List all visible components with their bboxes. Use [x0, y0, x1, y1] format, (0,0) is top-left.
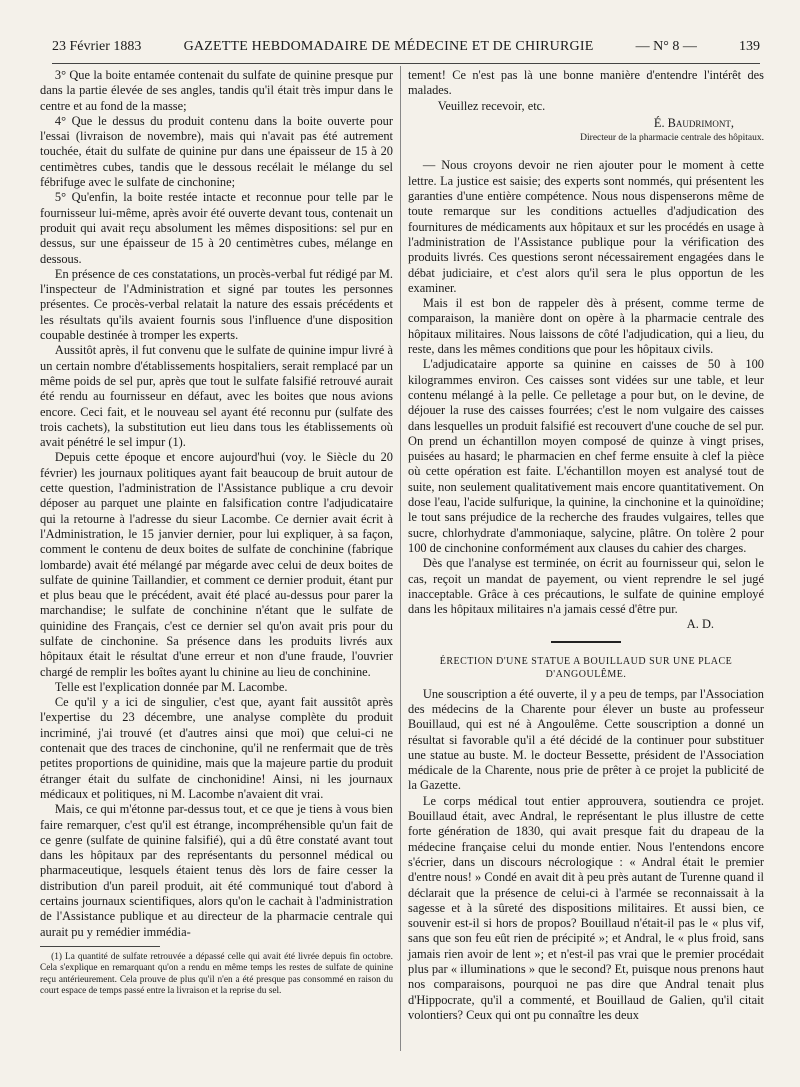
paragraph: 4° Que le dessus du produit contenu dans la boite ouverte pour l'essai (livraison de novembre), mais qui n'avait pas été autrement touchée, était du sulfate de quinine pur dans une épaisseur de 15 à 20 centimètres cubes, tandis que le dessous recélait le mélange du sel fébrifuge avec le sulfate de cinchonine;	[40, 113, 393, 190]
paragraph: Mais il est bon de rappeler dès à présent, comme terme de comparaison, la manière dont on opère à la pharmacie centrale des hôpitaux militaires. Nous laissons de côté l'adjudication, qui a lieu, du reste, dans les mêmes conditions que pour les hôpitaux civils.	[408, 296, 764, 357]
header-number: — N° 8 —	[635, 39, 697, 54]
article-title: ÉRECTION D'UNE STATUE A BOUILLAUD SUR UNE PLACE D'ANGOULÊME.	[439, 655, 733, 680]
paragraph: Dès que l'analyse est terminée, on écrit au fournisseur qui, selon le cas, reçoit un mandat de payement, ou vient reprendre le sel jugé inacceptable. Grâce à ces précautions, le sulfate de quinine employé dans les hôpitaux militaires n'a jamais cessé d'être pur.	[408, 556, 764, 617]
page-header	[52, 39, 760, 64]
header-date: 23 Février 1883	[52, 39, 142, 54]
section-divider	[551, 641, 621, 643]
header-title: GAZETTE HEBDOMADAIRE DE MÉDECINE ET DE CHIRURGIE	[183, 39, 594, 54]
signature: É. Baudrimont,	[653, 115, 734, 130]
paragraph: 3° Que la boite entamée contenait du sulfate de quinine presque pur dans la partie élevée de ses angles, tandis qu'il était très impur dans le centre et au fond de la masse;	[40, 68, 393, 113]
right-column	[408, 68, 764, 1023]
paragraph: 5° Qu'enfin, la boite restée intacte et reconnue pour telle par le fournisseur lui-même, après avoir été ouverte devant tous, contenait un produit qui avait reçu absolument les mêmes dispositions: sel pur en dessus, sur une épaisseur de 15 à 20 centimètres cubes, mélange en dessous.	[40, 190, 393, 266]
salutation: Veuillez recevoir, etc.	[437, 98, 546, 113]
paragraph: — Nous croyons devoir ne rien ajouter pour le moment à cette lettre. La justice est saisie; des experts sont nommés, qui présentent les garanties d'une entière compétence. Nous nous dispenserons même de toute remarque sur les conditions actuelles d'adjudication des fournitures de médicaments aux hôpitaux et sur les procédés en usage à l'administration de l'Assistance publique pour la vérification des produits livrés. Ces questions seront nécessairement engagées dans le débat judiciaire, et c'est alors qu'il sera le plus opportun de les examiner.	[408, 158, 764, 295]
paragraph: Telle est l'explication donnée par M. Lacombe.	[54, 679, 288, 694]
footnote: (1) La quantité de sulfate retrouvée a dépassé celle qui avait été livrée depuis fin octobre. Cela s'explique en remarquant qu'on a rendu en même temps les restes de sulfate de quinine reçu antérieurement. Cela prouve de plus qu'il n'en a été presque pas consommé en raison du court espace de temps passé entre la livraison et la reprise du sel.	[40, 951, 393, 996]
paragraph: Le corps médical tout entier approuvera, soutiendra ce projet. Bouillaud était, avec Andral, le représentant le plus illustre de cette forte génération de 1830, qui avait presque fait du drapeau de la médecine française celui du monde entier. Nous l'entendons encore s'écrier, dans un discours nécrologique : « Andral était le premier d'entre nous! » Condé en avait dit à peu près autant de Turenne quand il déclarait que la présence de celui-ci à l'armée se reconnaissait à la sagesse et à la sûreté des dispositions militaires. Et aussi bien, ce souvenir est-il si hors de propos? Bouillaud n'était-il pas le « plus vif, sans que son feu eût rien de précipité »; et Andral, le « plus froid, sans jamais rien avoir de lent »; et n'est-il pas vrai que le premier procédait plus par « illuminations » que le second? Et, puisque nous prenons haut nos comparaisons, pourquoi ne pas dire que Andral tenait plus d'Hippocrate, qu'il a commenté, et Bouillaud de Galien, qu'il citait volontiers? Ceux qui ont pu connaître les deux	[408, 793, 764, 1022]
column-divider	[400, 66, 401, 1051]
paragraph: Aussitôt après, il fut convenu que le sulfate de quinine impur livré à un certain nombre d'établissements hospitaliers, serait remplacé par un même poids de sel pur, après que tout le sulfate falsifié retrouvé aurait été rendu au fournisseur en défaut, avec les boites que nous avions encore. Ceci fait, et le nouveau sel ayant été reconnu pur (sulfate des trois cachets), la substitution eut lieu dans tous les établissements où avait pénétré le sel impur (1).	[40, 343, 393, 450]
paragraph: Mais, ce qui m'étonne par-dessus tout, et ce que je tiens à vous bien faire remarquer, c'est qu'il est étrange, incompréhensible qu'un fait de ce genre (sulfate de quinine falsifié), qui a dû être constaté avant tout dans les hôpitaux par des représentants du personnel médical ou pharmaceutique, lesquels étaient tenus dès lors de faire cesser la distribution d'un pareil produit, ait été communiqué tout d'abord à certains journaux scientifiques, alors qu'on le cachait à l'administration de l'Assistance publique et au directeur de la pharmacie centrale qui aurait pu y remédier immédia-	[40, 802, 393, 939]
paragraph: L'adjudicataire apporte sa quinine en caisses de 50 à 100 kilogrammes environ. Ces caisses sont vidées sur une table, et leur contenu mélangé à la pelle. Ce pelletage a pour but, on le devine, de déjouer la ruse des caisses fourrées; c'est le nom vulgaire des caisses dans lesquelles un produit falsifié est recouvert d'une couche de sel pur. On prend un échantillon moyen composé de quinze à vingt prises, puisées au hasard; le pharmacien en chef ferme ensuite à clef la pièce où cette opération est faite. L'échantillon moyen est analysé tout de suite, non seulement qualitativement mais encore quantitativement. On dose l'eau, l'acide sulfurique, la quinine, la cinchonine et la quinoïdine; le tout sans préjudice de la recherche des fraudes vulgaires, telles que sucre, chlorhydrate d'ammoniaque, salycine, plâtre. On tolère 2 pour 100 de cinchonine conformément aux clauses du cahier des charges.	[408, 357, 764, 555]
paragraph: Depuis cette époque et encore aujourd'hui (voy. le Siècle du 20 février) les journaux politiques ayant fait beaucoup de bruit autour de cette question, l'administration de l'Assistance publique a cru devoir déposer au parquet une plainte en falsification contre l'adjudicataire qui la retourne à l'adresse du sieur Lacombe. Ce dernier avait écrit à l'Administration, le 15 janvier dernier, pour lui expliquer, à sa façon, comment le contenu de deux boites de sulfate de conchinine (fabrique lombarde) avait été mélangé par mégarde avec celui de deux boites de sulfate de quinine Taillandier, et comment ce dernier produit, étant pur et plus beau que le précédent, avait été placé au-dessus pour parer la marchandise; le sulfate de conchinine n'étant que le sulfate de quinidine des Français, c'est ce dernier sel qu'on avait pris pour du sulfate de cinchonine. Sa présence dans les produits livrés aux hôpitaux était le résultat d'une erreur et non d'une fraude, l'ouvrier chargé de remplir les boîtes ayant lu chinine au lieu de conchinine.	[40, 450, 393, 679]
header-page: 139	[738, 39, 760, 54]
paragraph: Ce qu'il y a ici de singulier, c'est que, ayant fait aussitôt après l'expertise du 23 décembre, une analyse complète du produit incriminé, j'ai trouvé (et d'autres ainsi que moi) que celui-ci ne contenait que des traces de cinchonine, qu'il ne renfermait que de très petites proportions de quinidine, mais que la majeure partie du produit étranger était du sulfate de cinchonidine! Ainsi, ni les journaux médicaux et politiques, ni M. Lacombe n'avaient dit vrai.	[40, 695, 393, 801]
paragraph: Une souscription a été ouverte, il y a peu de temps, par l'Association des médecins de la Charente pour élever un buste au professeur Bouillaud, qui est né à Angoulême. Cette souscription a donné un résultat si favorable qu'il a été décidé de la continuer pour substituer une statue au buste. M. le docteur Bessette, président de l'Association médicale de la Charente, nous prie de prêter à ce projet la publicité de la Gazette.	[408, 686, 764, 793]
left-column	[40, 68, 393, 997]
paragraph: En présence de ces constatations, un procès-verbal fut rédigé par M. l'inspecteur de l'Administration et signé par toutes les personnes présentes. Ce procès-verbal relatait la nature des essais précédents et les résultats qu'ils avaient fournis sous l'influence d'une disposition coupable destinée à tromper les experts.	[40, 266, 393, 343]
editor-initials: A. D.	[686, 617, 714, 632]
letter-ending: tement! Ce n'est pas là une bonne manière d'entendre l'intérêt des malades.	[408, 68, 764, 98]
signature-title: Directeur de la pharmacie centrale des hôpitaux.	[580, 133, 764, 144]
footnote-divider	[40, 946, 160, 947]
